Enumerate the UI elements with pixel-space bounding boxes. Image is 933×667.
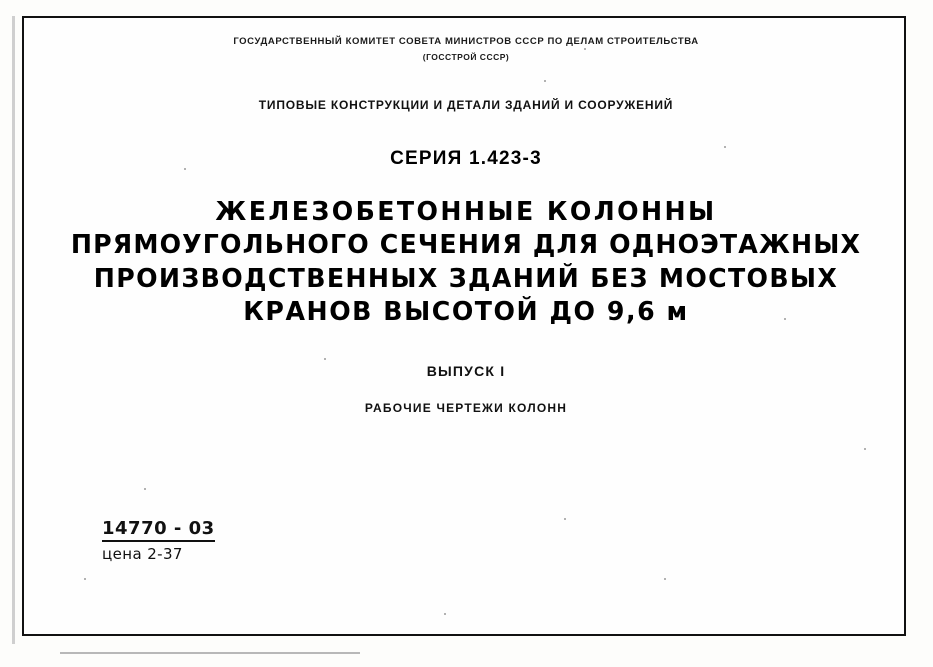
scan-speck xyxy=(324,358,326,360)
title-line-2: ПРЯМОУГОЛЬНОГО СЕЧЕНИЯ ДЛЯ ОДНОЭТАЖНЫХ xyxy=(70,230,862,261)
scan-edge-artifact-bottom xyxy=(60,652,360,654)
document-title xyxy=(37,196,894,329)
scan-speck xyxy=(584,48,586,50)
title-page-content xyxy=(24,18,908,638)
series-label: СЕРИЯ 1.423-3 xyxy=(390,148,542,169)
page-border-frame xyxy=(22,16,906,636)
price-label: цена 2-37 xyxy=(102,545,183,563)
scan-speck xyxy=(784,318,786,320)
title-line-4: КРАНОВ ВЫСОТОЙ ДО 9,6 м xyxy=(243,296,689,327)
scan-edge-artifact-left xyxy=(12,16,15,644)
organization-line-secondary: (ГОССТРОЙ СССР) xyxy=(422,52,510,62)
title-line-1: ЖЕЛЕЗОБЕТОННЫЕ КОЛОННЫ xyxy=(215,197,717,227)
catalog-code-number: 14770 - 03 xyxy=(102,518,215,542)
organization-line-primary: ГОСУДАРСТВЕННЫЙ КОМИТЕТ СОВЕТА МИНИСТРОВ СССР ПО ДЕЛАМ СТРОИТЕЛЬСТВА xyxy=(233,36,699,47)
scan-speck xyxy=(144,488,146,490)
scan-speck xyxy=(724,146,726,148)
catalog-code-block xyxy=(102,518,215,563)
scan-speck xyxy=(564,518,566,520)
scan-speck xyxy=(864,448,866,450)
scan-speck xyxy=(444,613,446,615)
subject-line: ТИПОВЫЕ КОНСТРУКЦИИ И ДЕТАЛИ ЗДАНИЙ И СООРУЖЕНИЙ xyxy=(258,98,674,112)
scan-speck xyxy=(544,80,546,82)
issue-label: ВЫПУСК I xyxy=(426,363,506,380)
scan-speck xyxy=(84,578,86,580)
scan-speck xyxy=(184,168,186,170)
title-line-3: ПРОИЗВОДСТВЕННЫХ ЗДАНИЙ БЕЗ МОСТОВЫХ xyxy=(93,263,839,294)
scan-speck xyxy=(664,578,666,580)
issue-subtitle: РАБОЧИЕ ЧЕРТЕЖИ КОЛОНН xyxy=(364,401,568,416)
